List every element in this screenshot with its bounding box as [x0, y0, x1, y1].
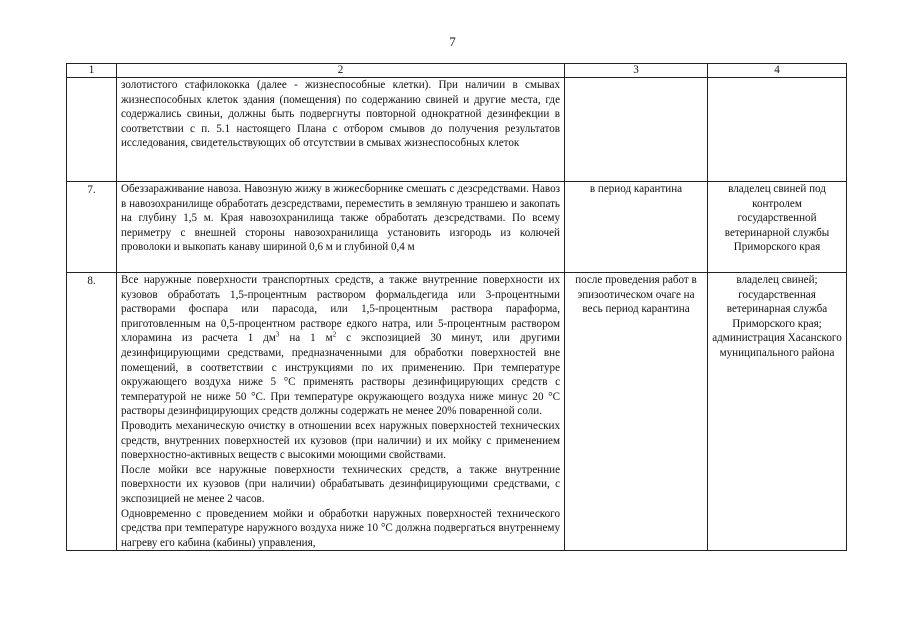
description-paragraph-3: После мойки все наружные поверхности технических средств, а также внутренние поверхности их кузовов (при наличии) обрабатывать дезинфицирующими средствами, с экспозицией не менее 2 часов. — [121, 463, 560, 505]
text-segment: с экспозицией 30 минут, или другими дезинфицирующими средствами, предназначенными для обработки поверхностей вне помещений, в соответствии с инструкциями по их применению. При температуре окружающего воздуха ниже 5 °С применять растворы дезинфицирующих средств с температурой не ниже 50 °С. При температуре окружающего воздуха ниже минус 20 °С растворы дезинфицирующих средств должны содержать не менее 20% поваренной соли. — [121, 332, 560, 418]
description-paragraph-4: Одновременно с проведением мойки и обработки наружных поверхностей технического средства при температуре наружного воздуха ниже 10 °С должна подвергаться внутреннему нагреву его кабина (кабины) управления, — [121, 507, 560, 549]
row-term — [565, 78, 708, 182]
row-description — [117, 182, 565, 273]
table-row — [67, 78, 847, 182]
header-col-4: 4 — [708, 64, 847, 78]
header-col-1: 1 — [67, 64, 117, 78]
row-term: после проведения работ в эпизоотическом очаге на весь период карантина — [565, 273, 708, 551]
header-col-2: 2 — [117, 64, 565, 78]
page-number: 7 — [449, 34, 456, 49]
description-paragraph: золотистого стафилококка (далее - жизнеспособные клетки). При наличии в смывах жизнеспособных клеток здания (помещения) по содержанию свиней и другие места, где содержались свиньи, должны быть подвергнуты повторной однократной дезинфекции в соответствии с п. 5.1 настоящего Плана с отбором смывов до получения результатов исследования, свидетельствующих об отсутствии в смывах жизнеспособных клеток — [121, 79, 560, 150]
table-row — [67, 182, 847, 273]
row-description — [117, 273, 565, 551]
row-responsible — [708, 78, 847, 182]
row-term: в период карантина — [565, 182, 708, 273]
description-paragraph-2: Проводить механическую очистку в отношении всех наружных поверхностей технических средств, внутренних поверхностей их кузовов (при наличии) и их мойку с применением поверхностно-активных веществ с высокими моющими свойствами. — [121, 419, 560, 462]
row-number: 7. — [67, 182, 117, 273]
row-number: 8. — [67, 273, 117, 551]
row-responsible: владелец свиней; государственная ветеринарная служба Приморского края; администрация Хасанского муниципального района — [708, 273, 847, 551]
measures-table — [66, 63, 847, 551]
row-number — [67, 78, 117, 182]
header-col-3: 3 — [565, 64, 708, 78]
superscript-2: 2 — [332, 330, 337, 339]
table-row — [67, 273, 847, 551]
row-description — [117, 78, 565, 182]
text-segment: на 1 м — [279, 332, 333, 345]
description-paragraph: Обеззараживание навоза. Навозную жижу в жижесборнике смешать с дезсредствами. Навоз в навозохранилище обработать дезсредствами, переместить в земляную траншею и закопать на глубину 1,5 м. Края навозохранилища также обработать дезсредствами. По всему периметру с внешней стороны навозохранилища установить изгородь из колючей проволоки и выкопать канаву шириной 0,6 м и глубиной 0,4 м — [121, 183, 560, 254]
text-segment: Все наружные поверхности транспортных средств, а также внутренние поверхности их кузовов обработать 1,5-процентным раствором формальдегида или 3-процентными растворами фоспара или парасода, или 1,5-процентным раствора параформа, приготовленным на 0,5-процентном растворе едкого натра, или 5-процентным раствором хлорамина из расчета 1 дм — [121, 274, 560, 345]
superscript-3: 3 — [275, 330, 280, 339]
description-paragraph-1 — [121, 273, 560, 419]
row-responsible: владелец свиней под контролем государственной ветеринарной службы Приморского края — [708, 182, 847, 273]
table-header-row — [67, 64, 847, 78]
